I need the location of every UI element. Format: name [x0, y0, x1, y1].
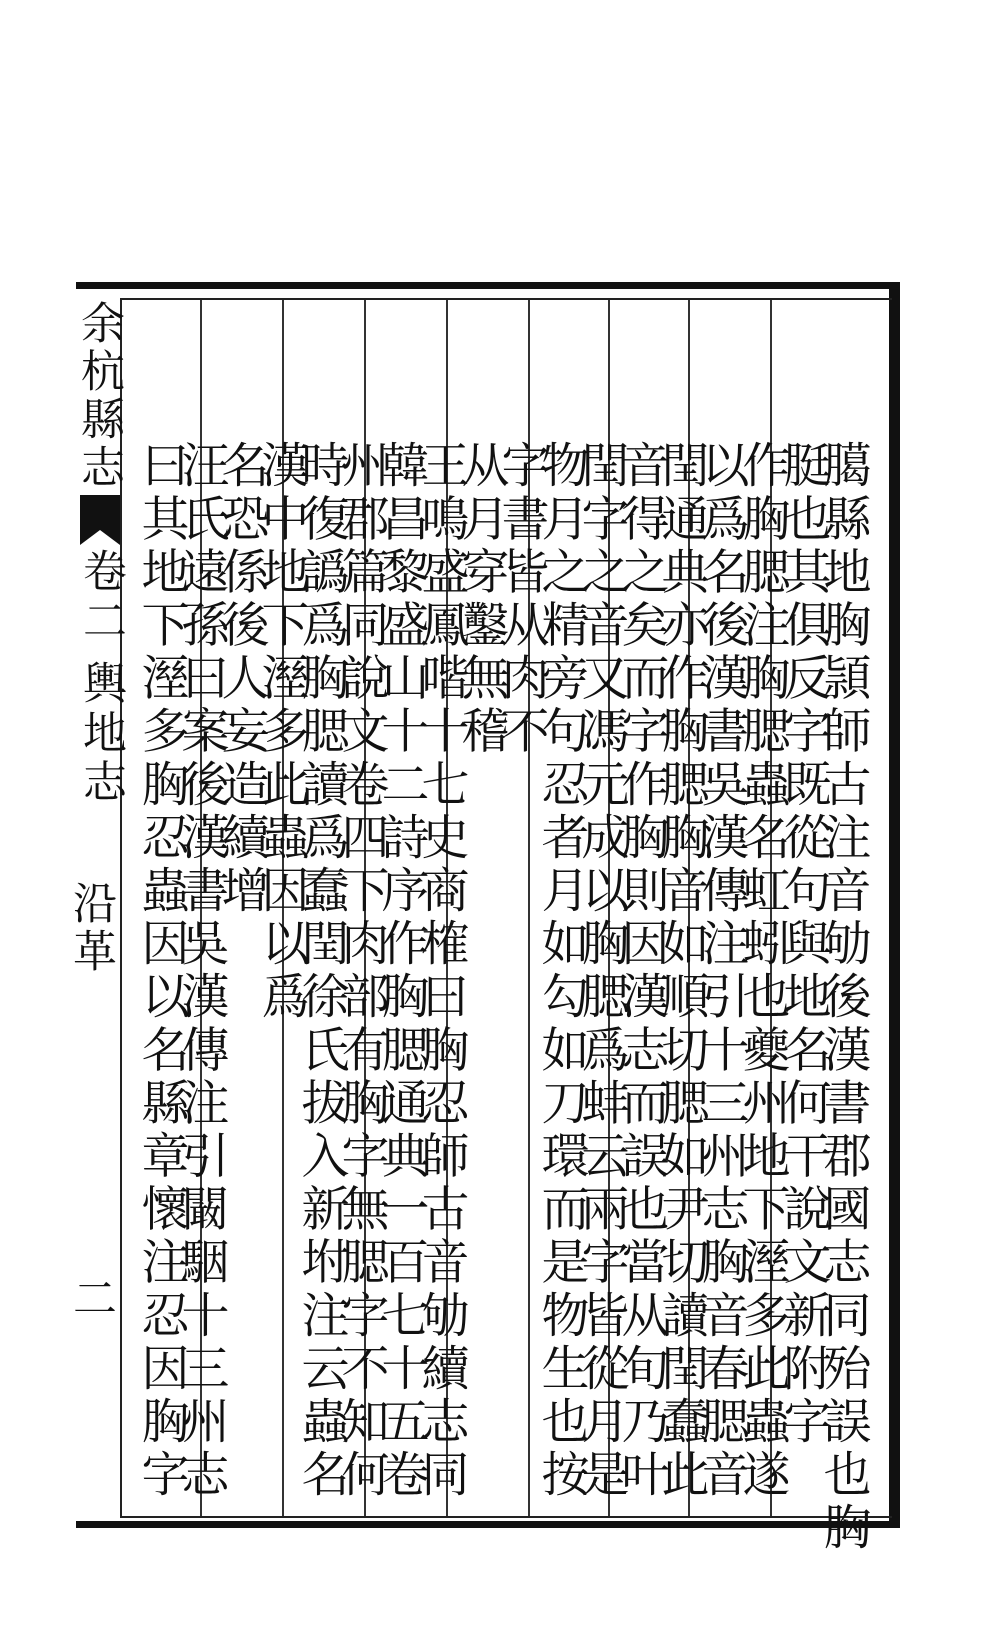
text-column-11: 王鳴盛鳳喈十七史商榷曰胸忍師古音劬續志同: [413, 440, 469, 1502]
text-column-7: 閏字之音又馮元成以胸腮爲蚌云兩字皆從月是: [573, 440, 629, 1502]
text-column-18: 曰其地下溼多胸忍蟲因以名縣章懷注忍因胸字: [133, 440, 189, 1502]
text-column-5: 閏通典亦作胸腮胸音如順切腮如尹切讀閏蠢此: [653, 440, 709, 1502]
text-column-12: 韓昌黎盛山十二詩序作胸腮通典一百七十五卷: [373, 440, 429, 1502]
folio-number: 二: [65, 1275, 116, 1319]
section-title: 輿地志: [75, 660, 126, 808]
text-column-16: 名恐係後人妄造續增: [213, 440, 269, 918]
book-title: 余杭縣志: [73, 300, 124, 492]
juan-label: 卷二: [75, 548, 126, 647]
text-column-10: 从月穿鑿無稽: [453, 440, 509, 759]
text-column-1: 臈縣地胸頴師古注音劬後漢書郡國志同殆誤也胸: [815, 440, 871, 1556]
text-column-13: 州郡篇同說文卷四下肉部有胸字無腮字不知何: [333, 440, 389, 1502]
text-column-15: 漢中地下溼多此蟲因以爲: [253, 440, 309, 1025]
text-column-6: 音得之矣而字作胸則因漢志而誤也當从旬乃叶: [613, 440, 669, 1502]
text-column-14: 時復譌爲胸腮讀爲蠢閏徐氏拔入新坿注云蟲名: [293, 440, 349, 1502]
text-column-17: 汪氏遠孫曰案後漢書吳漢傳注引闞駰十三州志: [173, 440, 229, 1502]
text-column-3: 作胸腮注胸腮蟲名虹蚓也夔州地下溼多此蟲遂: [734, 440, 790, 1502]
subsection-title: 沿革: [65, 880, 116, 976]
text-column-2: 脡也其俱反字既從句與地名何干說文新附字: [775, 440, 831, 1449]
text-column-8: 物月之精旁句忍者月如勾如刀環而是物生也按: [533, 440, 589, 1502]
text-column-9: 字書皆从肉不: [493, 440, 549, 759]
text-column-4: 以爲名後漢書吳漢傳注引十三州志胸音春腮音: [693, 440, 749, 1502]
